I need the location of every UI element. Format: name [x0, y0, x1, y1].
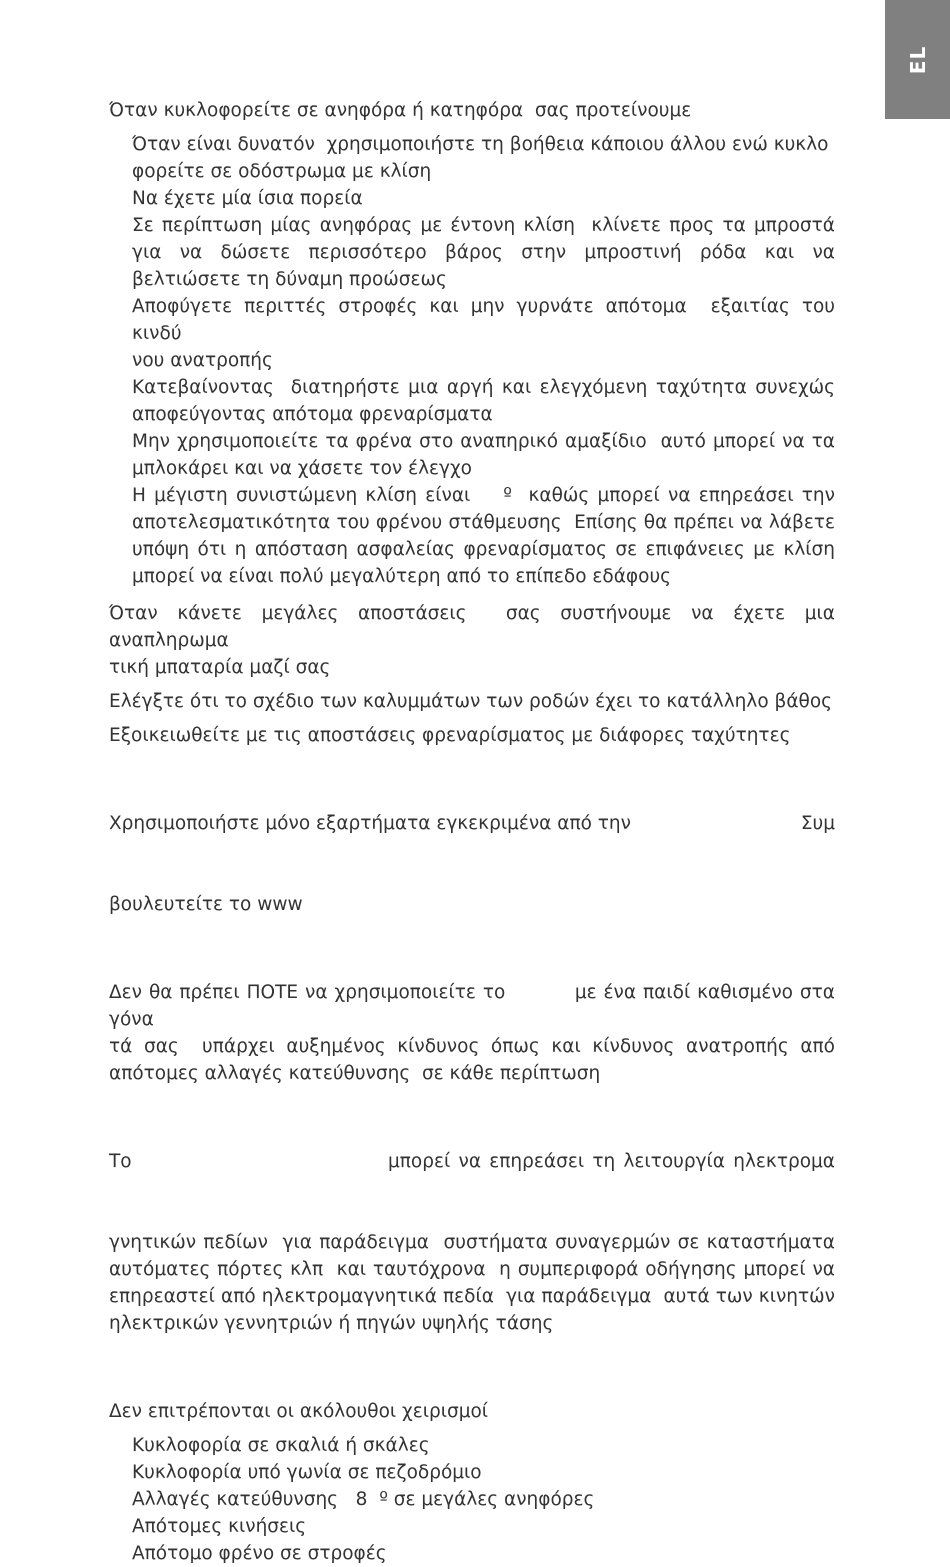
list-item: Όταν είναι δυνατόν χρησιμοποιήστε τη βοήθεια κάποιου άλλου ενώ κυκλο φορείτε σε οδόστρωμα με κλίση	[132, 134, 829, 182]
accessories-text-b: Συμ	[800, 813, 835, 834]
list-item: Μην χρησιμοποιείτε τα φρένα στο αναπηρικό αμαξίδιο αυτό μπορεί να τα μπλοκάρει και να χάσετε τον έλεγχο	[132, 431, 841, 479]
para-braking: Εξοικειωθείτε με τις αποστάσεις φρεναρίσματος με διάφορες ταχύτητες	[109, 725, 791, 746]
em-text-a: Το	[109, 1151, 132, 1172]
list-item: Απότομες κινήσεις	[132, 1516, 307, 1537]
list-item: Η μέγιστη συνιστώμενη κλίση είναι º καθώς μπορεί να επηρεάσει την αποτελεσματικότητα του φρένου στάθμευσης Επίσης θα πρέπει να λάβετε υπόψη ότι η απόσταση ασφαλείας φρεναρίσματος σε επιφάνειες με κλίση μπορεί να είναι πολύ μεγαλύτερη από το επίπεδο εδάφους	[132, 485, 841, 587]
para-battery: Όταν κάνετε μεγάλες αποστάσεις σας συστήνουμε να έχετε μια αναπληρωμα τική μπαταρία μαζί σας	[109, 603, 835, 678]
em-text-c: γνητικών πεδίων για παράδειγμα συστήματα συναγερμών σε καταστήματα αυτόματες πόρτες κλπ και ταυτόχρονα η συμπεριφορά οδήγησης μπορεί να επηρεαστεί από ηλεκτρομαγνητικά πεδία για παράδειγμα αυτά των κινητών ηλεκτρικών γεννητριών ή πηγών υψηλής τάσης	[109, 1232, 841, 1334]
list-item: Να έχετε μία ίσια πορεία	[132, 188, 363, 209]
para-accessories	[109, 756, 835, 972]
para-electromagnetic	[109, 1094, 841, 1391]
list-item: Αλλαγές κατεύθυνσης 8 º σε μεγάλες ανηφόρες	[132, 1489, 595, 1510]
list-item: Σε περίπτωση μίας ανηφόρας με έντονη κλίση κλίνετε προς τα μπροστά για να δώσετε περισσότερο βάρος στην μπροστινή ρόδα και να βελτιώσετε τη δύναμη προώσεως	[132, 215, 841, 290]
para-child: Δεν θα πρέπει ΠΟΤΕ να χρησιμοποιείτε το με ένα παιδί καθισμένο στα γόνα τά σας υπάρχει αυξημένος κίνδυνος όπως και κίνδυνος ανατροπής από απότομες αλλαγές κατεύθυνσης σε κάθε περίπτωση	[109, 982, 835, 1084]
em-text-b: μπορεί να επηρεάσει τη λειτουργία ηλεκτρομα	[388, 1151, 835, 1172]
accessories-text-c: βουλευτείτε το www	[109, 894, 303, 915]
accessories-text-a: Χρησιμοποιήστε μόνο εξαρτήματα εγκεκριμένα από την	[109, 813, 631, 834]
list-item: Κυκλοφορία υπό γωνία σε πεζοδρόμιο	[132, 1462, 482, 1483]
para-downhill-intro: Όταν κυκλοφορείτε σε ανηφόρα ή κατηφόρα σας προτείνουμε	[109, 100, 692, 121]
para-tread: Ελέγξτε ότι το σχέδιο των καλυμμάτων των ροδών έχει το κατάλληλο βάθος	[109, 691, 833, 712]
language-label: EL	[905, 45, 930, 75]
language-tab	[885, 0, 950, 119]
downhill-list	[109, 131, 841, 590]
list-item: Κυκλοφορία σε σκαλιά ή σκάλες	[132, 1435, 430, 1456]
not-allowed-list	[109, 1432, 835, 1567]
para-not-allowed: Δεν επιτρέπονται οι ακόλουθοι χειρισμοί	[109, 1401, 489, 1422]
list-item: Αποφύγετε περιττές στροφές και μην γυρνάτε απότομα εξαιτίας του κινδύ νου ανατροπής	[132, 296, 835, 371]
list-item: Κατεβαίνοντας διατηρήστε μια αργή και ελεγχόμενη ταχύτητα συνεχώς αποφεύγοντας απότομα φρεναρίσματα	[132, 377, 841, 425]
list-item: Απότομο φρένο σε στροφές	[132, 1543, 387, 1564]
page-content	[109, 97, 841, 1567]
